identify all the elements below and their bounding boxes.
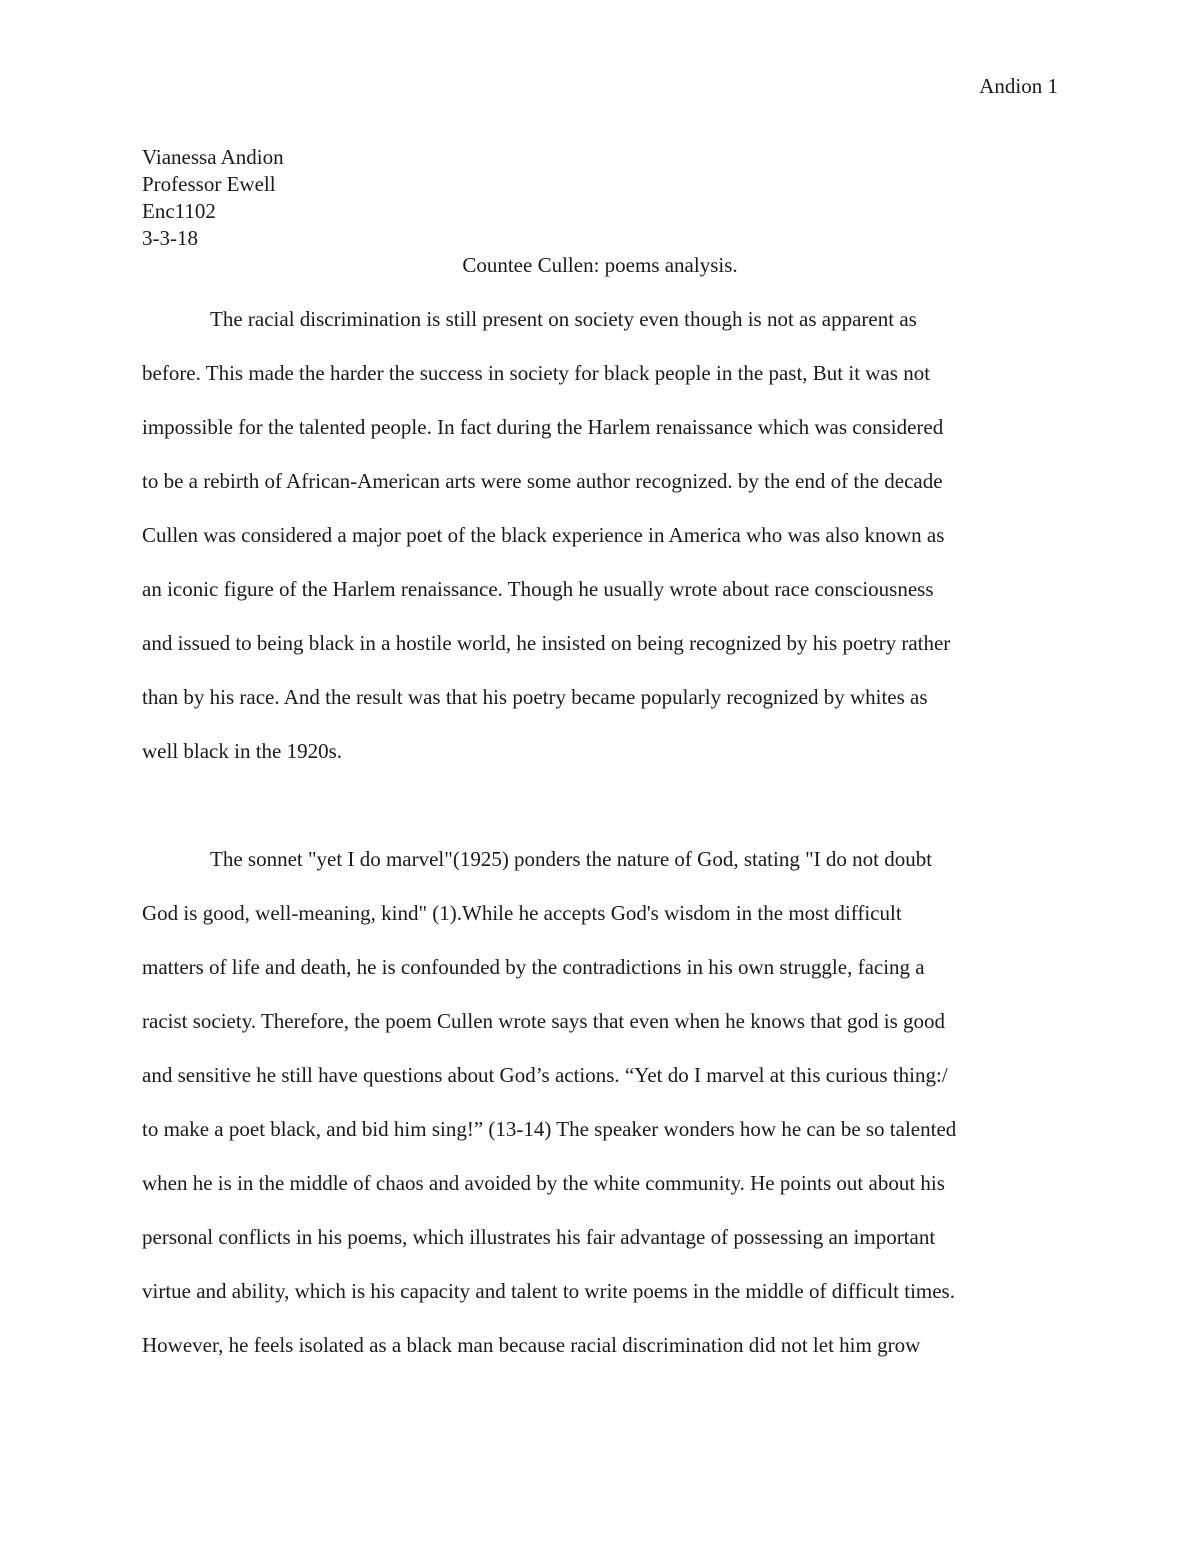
paragraph-line: The racial discrimination is still present on society even though is not as apparent as xyxy=(210,307,917,331)
course-code: Enc1102 xyxy=(142,199,216,223)
paragraph-line: when he is in the middle of chaos and avoided by the white community. He points out about his xyxy=(142,1171,945,1195)
paragraph-line: personal conflicts in his poems, which illustrates his fair advantage of possessing an important xyxy=(142,1225,936,1249)
running-header-page-number: Andion 1 xyxy=(979,74,1058,98)
essay-title: Countee Cullen: poems analysis. xyxy=(462,253,738,277)
date: 3-3-18 xyxy=(142,226,198,250)
paragraph-line: God is good, well-meaning, kind" (1).While he accepts God's wisdom in the most difficult xyxy=(142,901,902,925)
paragraph-line: well black in the 1920s. xyxy=(142,739,343,763)
paragraph-line: to make a poet black, and bid him sing!” (13-14) The speaker wonders how he can be so talented xyxy=(142,1117,957,1141)
paragraph-line: impossible for the talented people. In fact during the Harlem renaissance which was considered xyxy=(142,415,944,439)
paragraph-line: The sonnet "yet I do marvel"(1925) ponders the nature of God, stating "I do not doubt xyxy=(210,847,933,871)
mla-heading xyxy=(142,144,284,252)
paragraph-line: and issued to being black in a hostile world, he insisted on being recognized by his poetry rather xyxy=(142,631,951,655)
paragraph-line: virtue and ability, which is his capacity and talent to write poems in the middle of difficult times. xyxy=(142,1279,955,1303)
paragraph-line: to be a rebirth of African-American arts were some author recognized. by the end of the decade xyxy=(142,469,943,493)
paragraph-line: than by his race. And the result was that his poetry became popularly recognized by whites as xyxy=(142,685,928,709)
paragraph-line: before. This made the harder the success in society for black people in the past, But it was not xyxy=(142,361,931,385)
professor-name: Professor Ewell xyxy=(142,172,276,196)
paragraph-line: and sensitive he still have questions about God’s actions. “Yet do I marvel at this curious thing:/ xyxy=(142,1063,948,1087)
student-name: Vianessa Andion xyxy=(142,145,284,169)
paragraph-2 xyxy=(142,846,1058,1386)
paragraph-line: Cullen was considered a major poet of the black experience in America who was also known as xyxy=(142,523,945,547)
paragraph-line: However, he feels isolated as a black man because racial discrimination did not let him grow xyxy=(142,1333,921,1357)
paragraph-line: racist society. Therefore, the poem Cullen wrote says that even when he knows that god is good xyxy=(142,1009,946,1033)
paragraph-line: matters of life and death, he is confounded by the contradictions in his own struggle, facing a xyxy=(142,955,925,979)
paragraph-line: an iconic figure of the Harlem renaissance. Though he usually wrote about race consciousness xyxy=(142,577,934,601)
paragraph-1 xyxy=(142,306,1058,792)
